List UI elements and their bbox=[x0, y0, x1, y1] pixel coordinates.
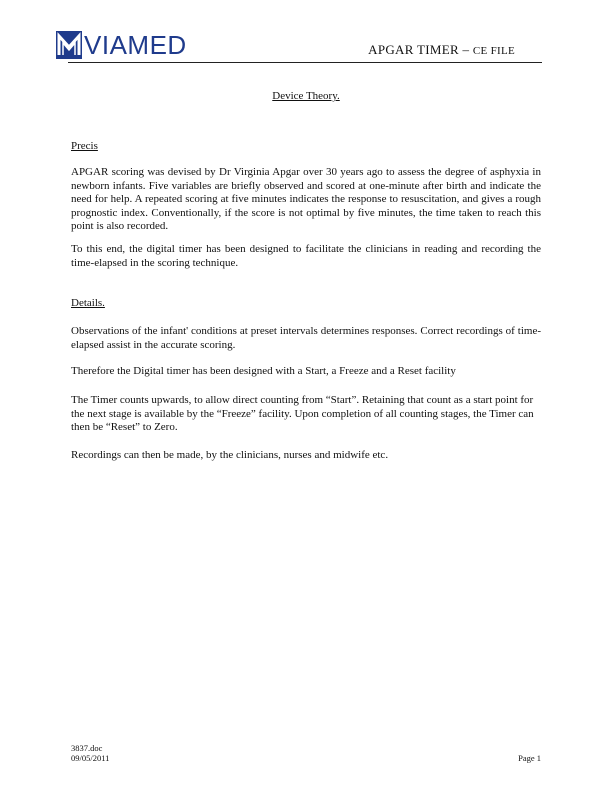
details-paragraph-3-text: The Timer counts upwards, to allow direct counting from “Start”. Retaining that count as a start point for the next stage is available by the “Freeze” facility. Upon completion of all counting stages, the Timer can then be “Reset” to Zero. bbox=[71, 394, 534, 433]
header-divider bbox=[68, 62, 542, 63]
details-paragraph-1-text: Observations of the infant' conditions at preset intervals determines responses. Correct recordings of time-elapsed assist in the accurate scoring. bbox=[71, 325, 541, 351]
document-title-separator: – bbox=[458, 42, 473, 57]
company-logo bbox=[56, 30, 187, 60]
viamed-logo-icon bbox=[56, 31, 82, 59]
precis-paragraph-2-text: To this end, the digital timer has been designed to facilitate the clinicians in reading and recording the time-elapsed in the scoring technique. bbox=[71, 243, 541, 269]
precis-heading: Precis bbox=[71, 140, 98, 152]
document-title bbox=[368, 42, 515, 58]
precis-paragraph-2 bbox=[71, 243, 541, 270]
details-paragraph-3 bbox=[71, 394, 541, 435]
details-paragraph-4-text: Recordings can then be made, by the clinicians, nurses and midwife etc. bbox=[71, 449, 389, 461]
page-number: Page 1 bbox=[518, 753, 541, 763]
precis-paragraph-1 bbox=[71, 166, 541, 234]
logo-text: VIAMED bbox=[84, 30, 187, 60]
document-title-main: APGAR TIMER bbox=[368, 42, 459, 57]
details-paragraph-2 bbox=[71, 365, 541, 379]
details-paragraph-2-text: Therefore the Digital timer has been designed with a Start, a Freeze and a Reset facility bbox=[71, 365, 456, 377]
details-paragraph-4 bbox=[71, 449, 541, 463]
document-title-subtitle: CE FILE bbox=[472, 45, 515, 57]
footer-date: 09/05/2011 bbox=[71, 753, 110, 763]
precis-paragraph-1-text: APGAR scoring was devised by Dr Virginia Apgar over 30 years ago to assess the degree of asphyxia in newborn infants. Five variables are briefly observed and scored at one-minute after birth and indicate the need for help. A repeated scoring at five minutes indicates the response to resuscitation, and gives a rough prognostic index. Conventionally, if the score is not optimal by five minutes, the time taken to reach this point is also recorded. bbox=[71, 166, 541, 232]
footer-filename: 3837.doc bbox=[71, 743, 103, 753]
details-paragraph-1 bbox=[71, 325, 541, 352]
details-heading: Details. bbox=[71, 297, 105, 309]
footer-info bbox=[71, 743, 109, 763]
section-title: Device Theory. bbox=[272, 90, 340, 102]
